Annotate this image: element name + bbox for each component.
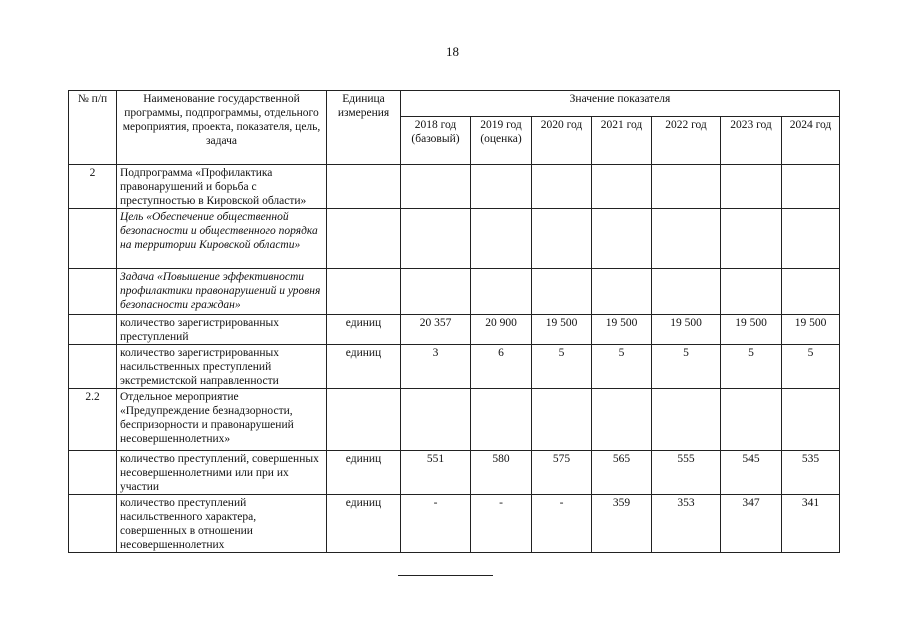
indicators-table: [68, 90, 840, 553]
page-number: 18: [446, 44, 459, 59]
header-year-2019: 2019 год (оценка): [471, 117, 532, 165]
row-value: [652, 389, 721, 451]
row-value: [471, 165, 532, 209]
row-name: количество преступлений, совершенных несовершеннолетними или при их участии: [117, 451, 327, 495]
row-value: [401, 165, 471, 209]
header-col-name: Наименование государственной программы, подпрограммы, отдельного мероприятия, проекта, показателя, цель, задача: [117, 91, 327, 165]
row-number: [69, 451, 117, 495]
row-value: 19 500: [532, 315, 592, 345]
row-number: [69, 269, 117, 315]
row-value: [721, 389, 782, 451]
table-row: [69, 389, 840, 451]
row-number: [69, 495, 117, 553]
row-value: [721, 209, 782, 269]
row-name: количество зарегистрированных преступлений: [117, 315, 327, 345]
row-value: [782, 389, 840, 451]
row-value: [401, 269, 471, 315]
row-value: 580: [471, 451, 532, 495]
row-value: [592, 165, 652, 209]
row-value: 5: [532, 345, 592, 389]
row-number: [69, 345, 117, 389]
row-value: [471, 269, 532, 315]
row-value: [592, 209, 652, 269]
table-row: [69, 451, 840, 495]
row-value: [652, 269, 721, 315]
row-value: 341: [782, 495, 840, 553]
row-value: 5: [592, 345, 652, 389]
row-value: 545: [721, 451, 782, 495]
row-value: 555: [652, 451, 721, 495]
row-name: количество преступлений насильственного характера, совершенных в отношении несовершеннолетних: [117, 495, 327, 553]
row-value: 5: [782, 345, 840, 389]
row-value: [721, 165, 782, 209]
table-row: [69, 315, 840, 345]
row-value: 565: [592, 451, 652, 495]
row-number: [69, 209, 117, 269]
table-row: [69, 165, 840, 209]
row-value: -: [401, 495, 471, 553]
row-unit: единиц: [327, 345, 401, 389]
row-value: 551: [401, 451, 471, 495]
row-value: 19 500: [592, 315, 652, 345]
row-value: 20 900: [471, 315, 532, 345]
row-value: 359: [592, 495, 652, 553]
table-row: [69, 269, 840, 315]
header-year-2022: 2022 год: [652, 117, 721, 165]
header-year-2021: 2021 год: [592, 117, 652, 165]
row-value: [592, 269, 652, 315]
row-value: 347: [721, 495, 782, 553]
row-value: 5: [721, 345, 782, 389]
row-value: [471, 209, 532, 269]
row-value: 535: [782, 451, 840, 495]
row-value: 19 500: [721, 315, 782, 345]
row-value: [782, 165, 840, 209]
row-name: Цель «Обеспечение общественной безопасности и общественного порядка на территории Кировской области»: [117, 209, 327, 269]
row-unit: [327, 165, 401, 209]
row-value: [652, 209, 721, 269]
row-name: Подпрограмма «Профилактика правонарушений и борьба с преступностью в Кировской области»: [117, 165, 327, 209]
row-value: 20 357: [401, 315, 471, 345]
row-value: 353: [652, 495, 721, 553]
row-unit: единиц: [327, 495, 401, 553]
row-value: -: [471, 495, 532, 553]
header-col-unit: Единица измерения: [327, 91, 401, 165]
header-year-2018: 2018 год (базовый): [401, 117, 471, 165]
row-value: [532, 389, 592, 451]
row-name: количество зарегистрированных насильственных преступлений экстремистской направленности: [117, 345, 327, 389]
row-value: 3: [401, 345, 471, 389]
table-row: [69, 495, 840, 553]
row-value: [401, 389, 471, 451]
header-col-no: № п/п: [69, 91, 117, 165]
header-year-2023: 2023 год: [721, 117, 782, 165]
row-value: 5: [652, 345, 721, 389]
row-value: [401, 209, 471, 269]
row-value: 6: [471, 345, 532, 389]
row-number: [69, 315, 117, 345]
row-number: 2: [69, 165, 117, 209]
row-value: 19 500: [652, 315, 721, 345]
row-value: [592, 389, 652, 451]
row-value: [721, 269, 782, 315]
row-unit: единиц: [327, 315, 401, 345]
header-value-group: Значение показателя: [401, 91, 840, 117]
row-value: [782, 269, 840, 315]
row-value: [532, 269, 592, 315]
header-year-2024: 2024 год: [782, 117, 840, 165]
header-year-2020: 2020 год: [532, 117, 592, 165]
row-value: -: [532, 495, 592, 553]
row-unit: [327, 269, 401, 315]
row-number: 2.2: [69, 389, 117, 451]
footer-divider: [398, 575, 493, 576]
row-unit: [327, 209, 401, 269]
row-value: [652, 165, 721, 209]
row-value: [782, 209, 840, 269]
row-name: Отдельное мероприятие «Предупреждение безнадзорности, беспризорности и правонарушений несовершеннолетних»: [117, 389, 327, 451]
row-value: 19 500: [782, 315, 840, 345]
table-row: [69, 209, 840, 269]
header-row: [69, 91, 840, 117]
row-unit: единиц: [327, 451, 401, 495]
row-value: [532, 165, 592, 209]
row-value: [532, 209, 592, 269]
table-row: [69, 345, 840, 389]
row-value: [471, 389, 532, 451]
row-unit: [327, 389, 401, 451]
row-value: 575: [532, 451, 592, 495]
row-name: Задача «Повышение эффективности профилактики правонарушений и уровня безопасности граждан»: [117, 269, 327, 315]
